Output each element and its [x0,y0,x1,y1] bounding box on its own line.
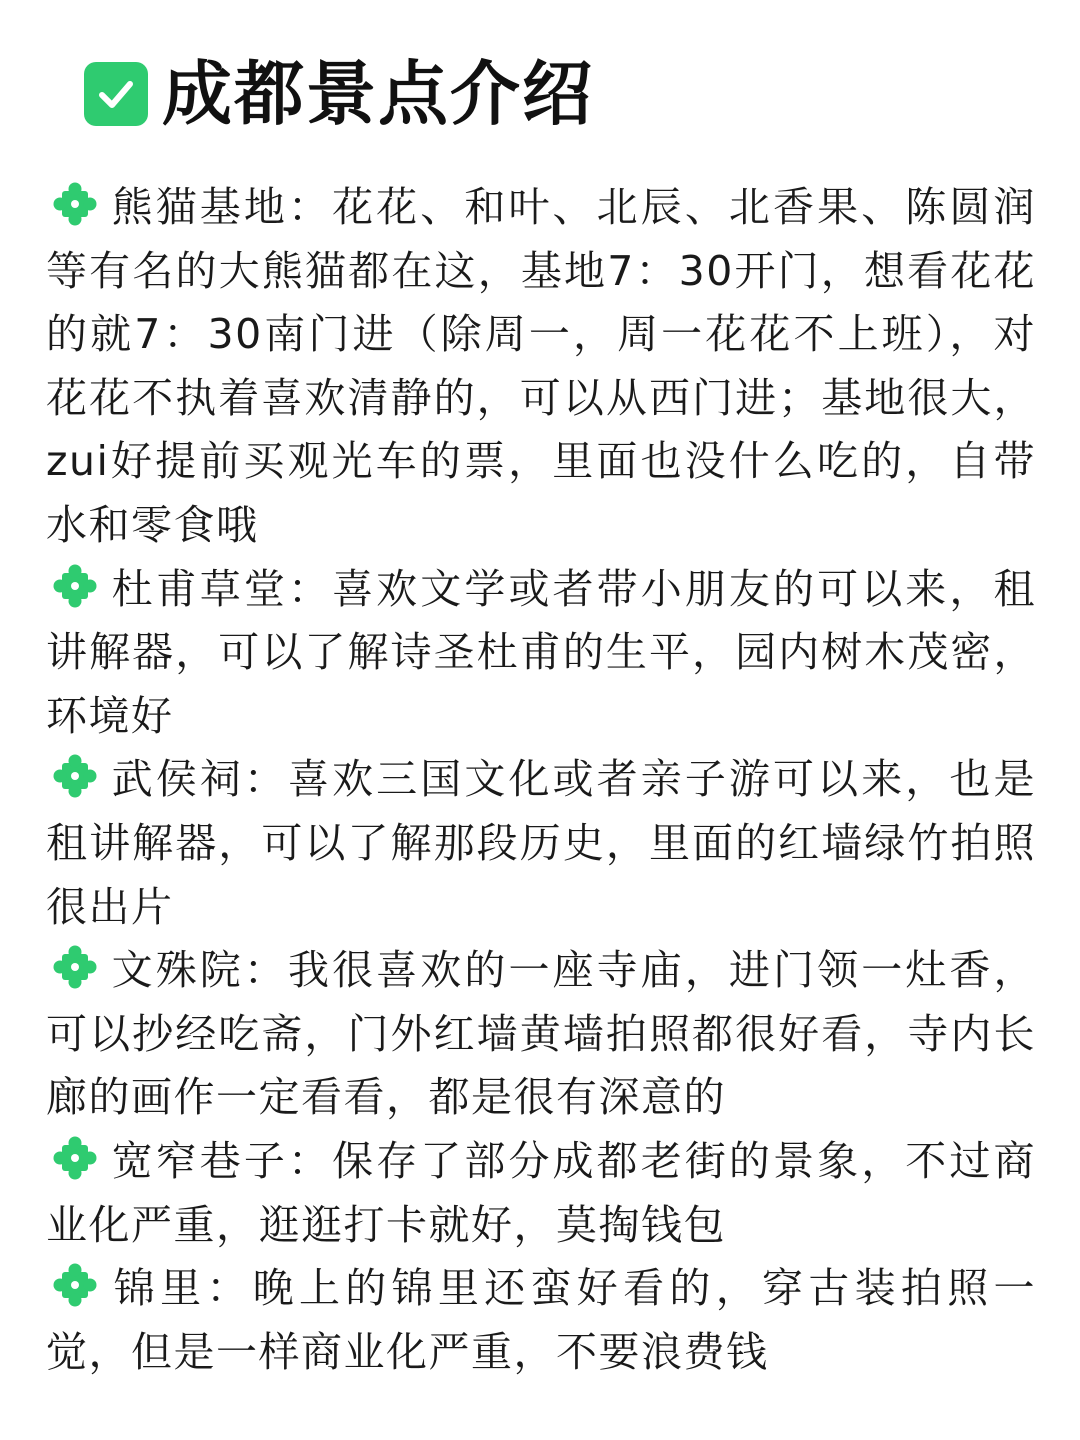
puzzle-piece-icon [52,563,98,609]
attraction-entry-wuhou-shrine [46,748,1036,939]
attraction-entry-kuanzhai-alley [46,1130,1036,1257]
attraction-entry-wenshu-monastery [46,939,1036,1130]
attraction-text: 锦里：晚上的锦里还蛮好看的，穿古装拍照一觉，但是一样商业化严重，不要浪费钱 [46,1264,1036,1376]
check-mark-icon [84,62,148,126]
attraction-entry-panda-base [46,176,1036,558]
puzzle-piece-icon [52,181,98,227]
puzzle-piece-icon [52,1262,98,1308]
attraction-text: 武侯祠：喜欢三国文化或者亲子游可以来，也是租讲解器，可以了解那段历史，里面的红墙绿竹拍照很出片 [46,755,1036,931]
page-title: 成都景点介绍 [162,53,594,135]
attraction-text: 宽窄巷子：保存了部分成都老街的景象，不过商业化严重，逛逛打卡就好，莫掏钱包 [46,1136,1036,1249]
attraction-list [46,176,1036,1384]
attraction-entry-du-fu-cottage [46,558,1036,749]
page-header [84,52,594,136]
attraction-text: 熊猫基地：花花、和叶、北辰、北香果、陈圆润等有名的大熊猫都在这，基地7：30开门，想看花花的就7：30南门进（除周一，周一花花不上班），对花花不执着喜欢清静的，可以从西门进；基地很大，zui好提前买观光车的票，里面也没什么吃的，自带水和零食哦 [46,183,1036,549]
puzzle-piece-icon [52,753,98,799]
puzzle-piece-icon [52,944,98,990]
attraction-text: 杜甫草堂：喜欢文学或者带小朋友的可以来，租讲解器，可以了解诗圣杜甫的生平，园内树木茂密，环境好 [46,564,1036,740]
attraction-text: 文殊院：我很喜欢的一座寺庙，进门领一灶香，可以抄经吃斋，门外红墙黄墙拍照都很好看，寺内长廊的画作一定看看，都是很有深意的 [46,946,1036,1122]
attraction-entry-jinli [46,1257,1036,1384]
puzzle-piece-icon [52,1135,98,1181]
